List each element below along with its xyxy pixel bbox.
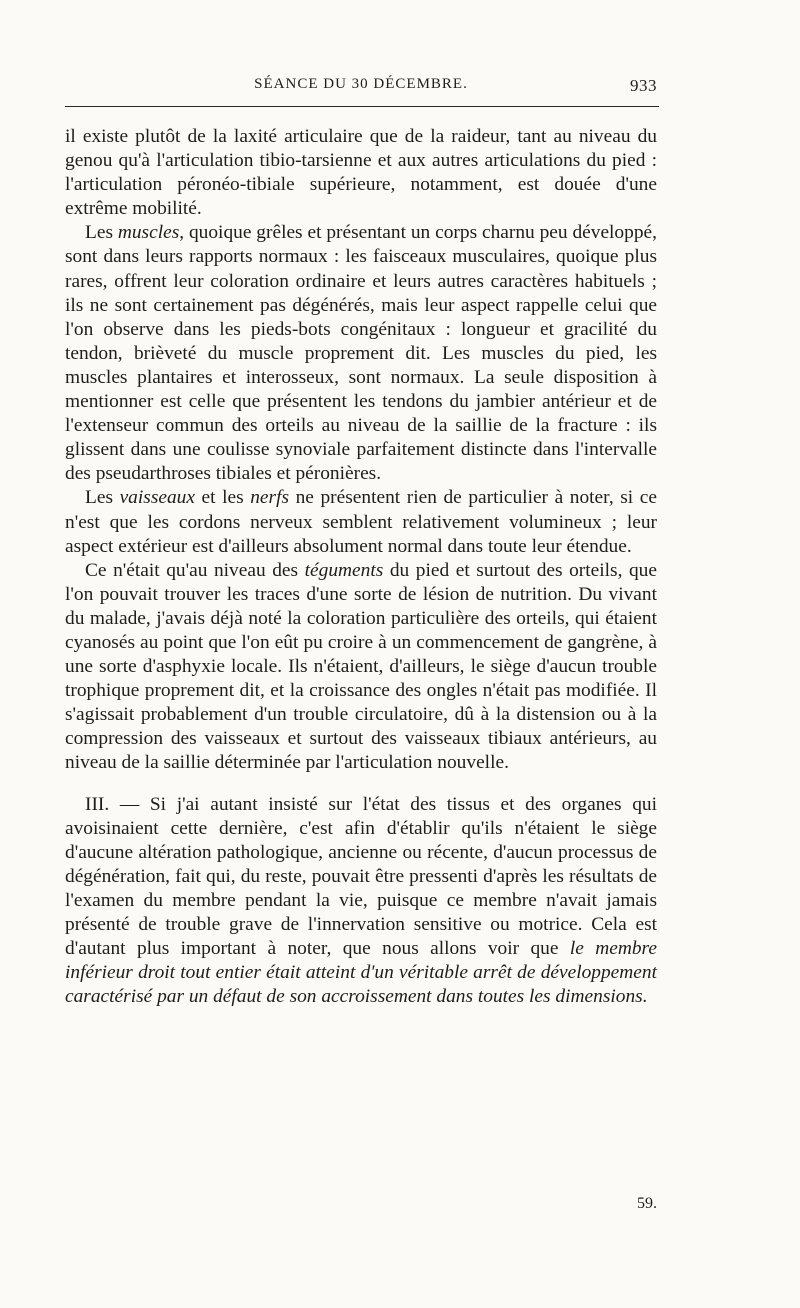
header-rule	[65, 106, 659, 107]
paragraph-4-emphasis: téguments	[304, 559, 384, 581]
body-text	[65, 125, 657, 1009]
page-number: 933	[630, 76, 657, 95]
paragraph-2-emphasis: muscles	[117, 222, 180, 244]
paragraph-5	[65, 793, 657, 1010]
paragraph-2-text-b: , quoique grêles et présentant un corps charnu peu développé, sont dans leurs rapports normaux : les faisceaux musculaires, quoique plus rares, offrent leur coloration ordinaire et leurs autres caractères habituels ; ils ne sont certainement pas dégénérés, mais leur aspect rappelle celui que l'on observe dans les pieds-bots congénitaux : longueur et gracilité du tendon, brièveté du muscle proprement dit. Les muscles du pied, les muscles plantaires et interosseux, sont normaux. La seule disposition à mentionner est celle que présentent les tendons du jambier antérieur et de l'extenseur commun des orteils au niveau de la saillie de la fracture : ils glissent dans une coulisse synoviale parfaitement distincte dans l'intervalle des pseudarthroses tibiales et péronières.	[65, 222, 657, 485]
paragraph-1	[65, 125, 657, 221]
running-title: SÉANCE DU 30 DÉCEMBRE.	[254, 76, 468, 92]
paragraph-3-text-a: Les	[85, 487, 120, 509]
paragraph-3-emphasis-1: vaisseaux	[119, 487, 195, 509]
paragraph-3	[65, 486, 657, 558]
paragraph-1-text: il existe plutôt de la laxité articulaire que de la raideur, tant au niveau du genou qu'à l'articulation tibio-tarsienne et aux autres articulations du pied : l'articulation péronéo-tibiale supérieure, notamment, est douée d'une extrême mobilité.	[65, 126, 657, 220]
paragraph-4-text-a: Ce n'était qu'au niveau des	[85, 559, 305, 581]
paragraph-4-text-b: du pied et surtout des orteils, que l'on pouvait trouver les traces d'une sorte de lésion de nutrition. Du vivant du malade, j'avais déjà noté la coloration particulière des orteils, qui étaient cyanosés au point que l'on eût pu croire à un commencement de gangrène, à une sorte d'asphyxie locale. Ils n'étaient, d'ailleurs, le siège d'aucun trouble trophique proprement dit, et la croissance des ongles n'était pas modifiée. Il s'agissait probablement d'un trouble circulatoire, dû à la distension ou à la compression des vaisseaux et surtout des vaisseaux tibiaux antérieurs, au niveau de la saillie déterminée par l'articulation nouvelle.	[65, 559, 657, 774]
paragraph-2-text-a: Les	[85, 222, 118, 244]
paragraph-3-text-c: ne présentent rien de particulier à noter, si ce n'est que les cordons nerveux semblent relativement volumineux ; leur aspect extérieur est d'ailleurs absolument normal dans toute leur étendue.	[65, 487, 657, 557]
paragraph-2	[65, 221, 657, 486]
paragraph-4	[65, 559, 657, 776]
paragraph-5-emphasis: le membre inférieur droit tout entier était atteint d'un véritable arrêt de développement caractérisé par un défaut de son accroissement dans toutes les dimensions.	[65, 938, 657, 1008]
signature-mark: 59.	[637, 1195, 657, 1212]
paragraph-5-text-a: III. — Si j'ai autant insisté sur l'état des tissus et des organes qui avoisinaient cette dernière, c'est afin d'établir qu'ils n'étaient le siège d'aucune altération pathologique, ancienne ou récente, d'aucun processus de dégénération, fait qui, du reste, pouvait être pressenti d'après les résultats de l'examen du membre pendant la vie, puisque ce membre n'avait jamais présenté de trouble grave de l'innervation sensitive ou motrice. Cela est d'autant plus important à noter, que nous allons voir que	[65, 793, 657, 960]
running-head	[65, 76, 657, 100]
paragraph-3-emphasis-2: nerfs	[250, 487, 290, 509]
paragraph-3-text-b: et les	[194, 487, 251, 509]
